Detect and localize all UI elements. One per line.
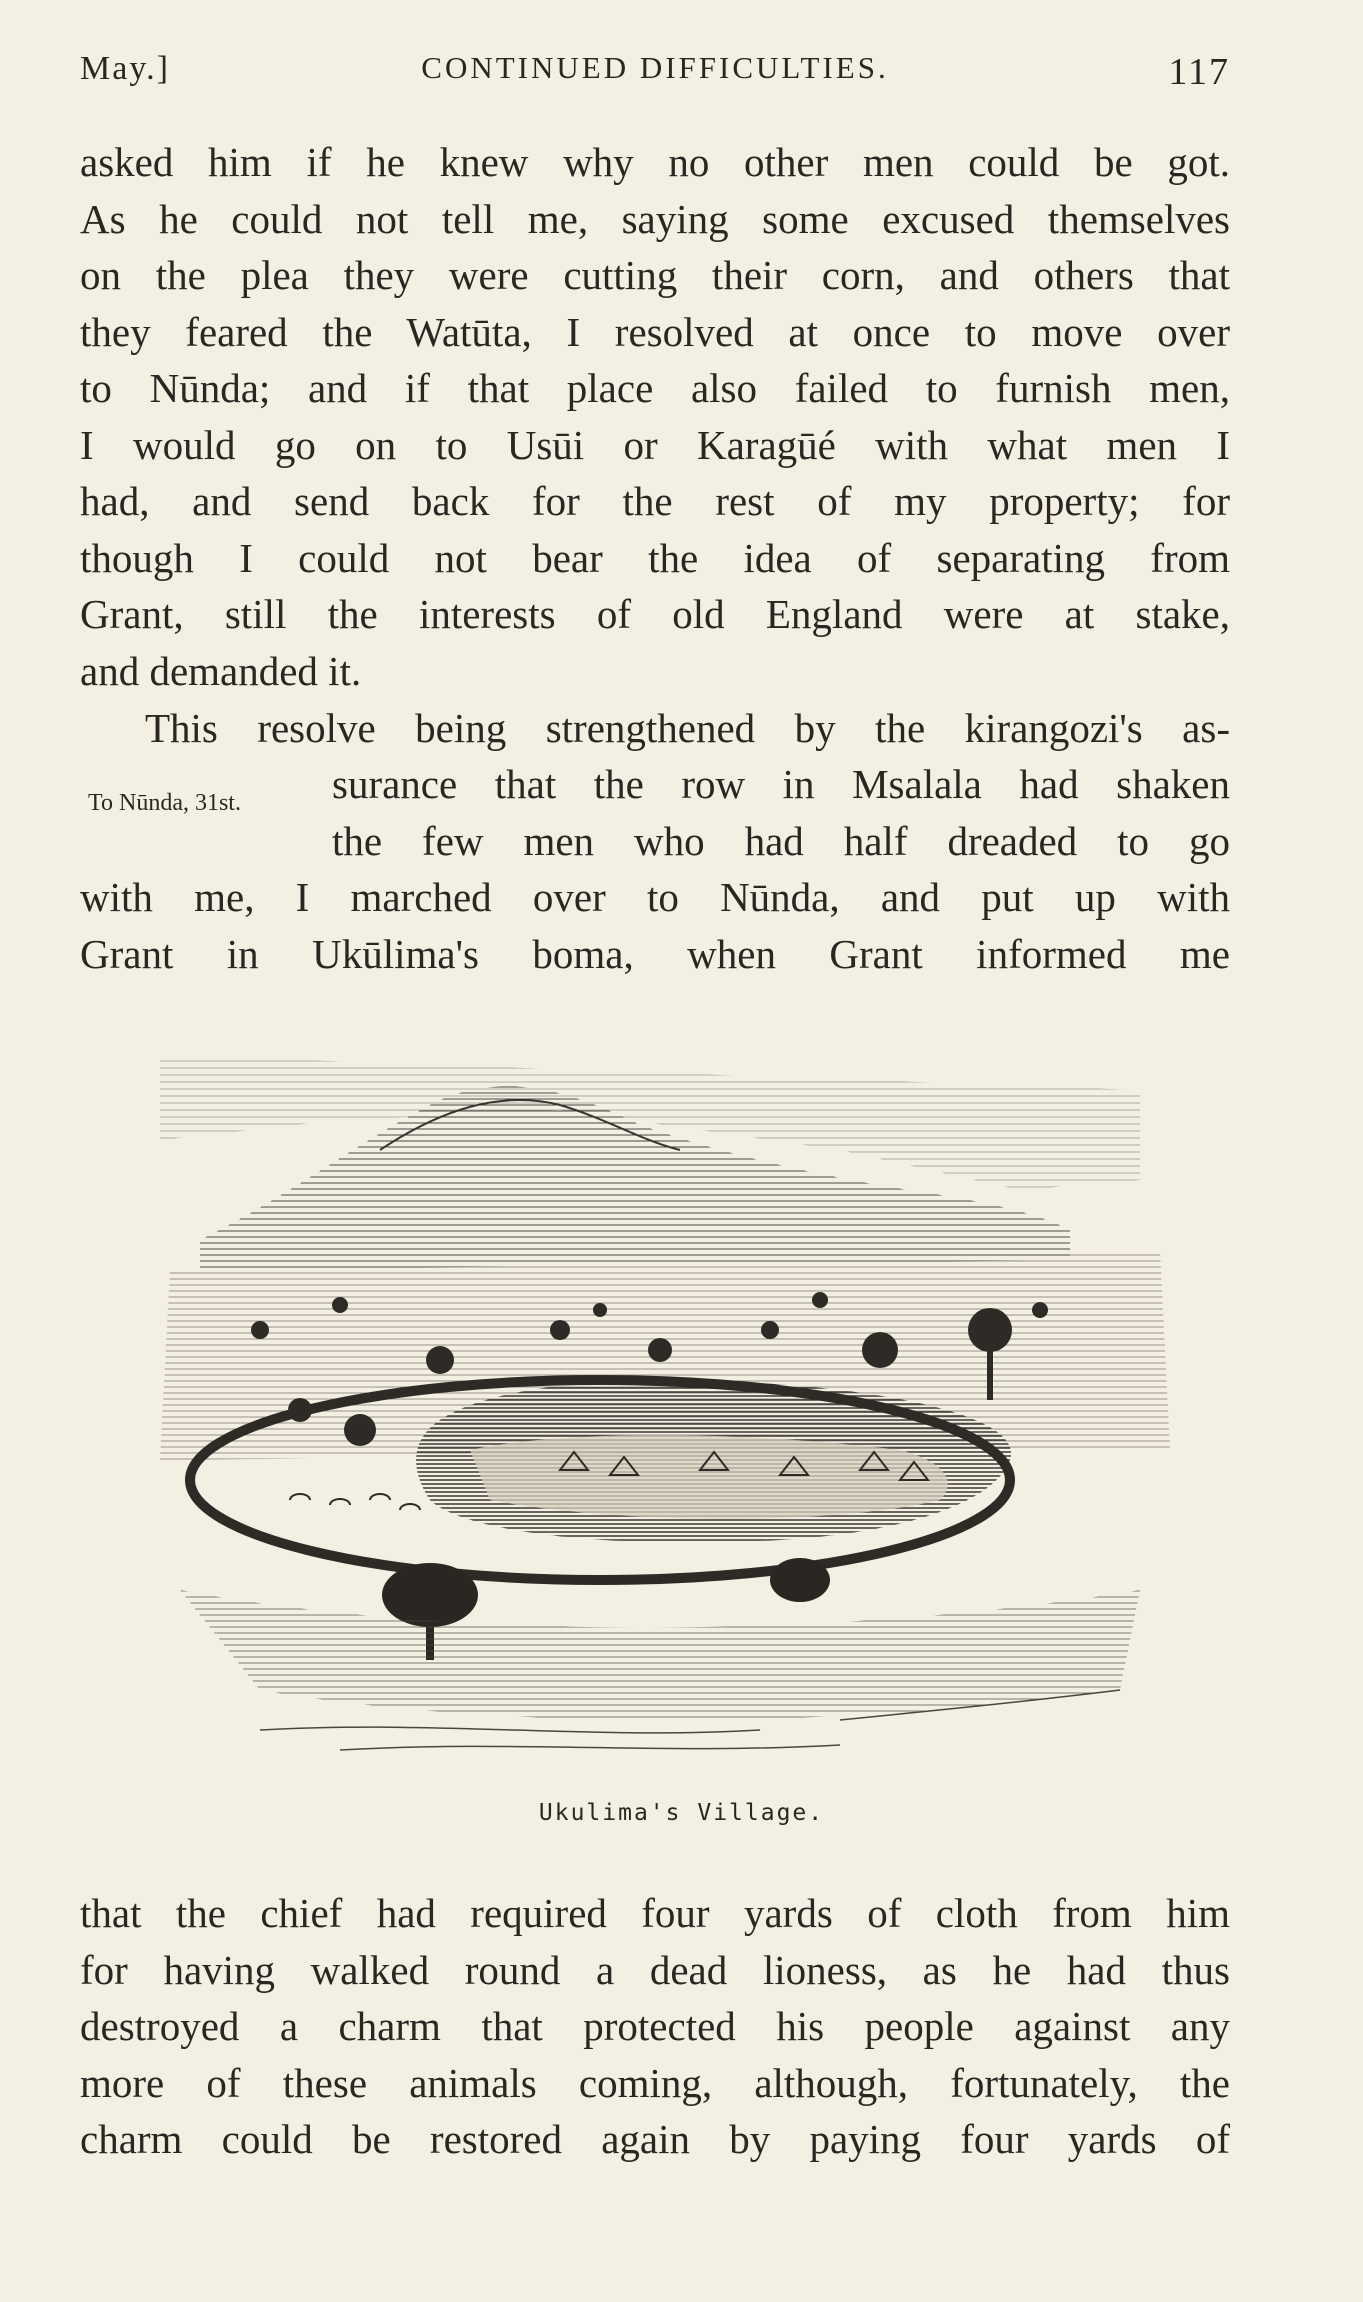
header-title: CONTINUED DIFFICULTIES.	[421, 50, 889, 85]
text-line: charm could be restored again by paying four yards of	[80, 2116, 1230, 2162]
text-line: destroyed a charm that protected his people against any	[80, 2003, 1230, 2049]
text-line: asked him if he knew why no other men could be got.	[80, 139, 1230, 185]
paragraph-2-rest	[80, 869, 1230, 982]
text-line: to Nūnda; and if that place also failed to furnish men,	[80, 365, 1230, 411]
text-line: they feared the Watūta, I resolved at once to move over	[80, 308, 1230, 355]
village-engraving	[140, 1030, 1190, 1780]
text-line: Grant in Ukūlima's boma, when Grant informed me	[80, 930, 1230, 977]
text-line: more of these animals coming, although, fortunately, the	[80, 2059, 1230, 2106]
foreground	[180, 1590, 1140, 1720]
paragraph-3	[80, 1885, 1230, 2285]
text-line: and demanded it.	[80, 647, 362, 694]
header-month: May.]	[80, 50, 170, 87]
paragraph-2-indented	[332, 756, 1230, 869]
illustration-caption: Ukulima's Village.	[538, 1800, 825, 1826]
text-line: I would go on to Usūi or Karagūé with what men I	[80, 421, 1230, 468]
text-line: surance that the row in Msalala had shaken	[332, 761, 1230, 807]
text-line: the few men who had half dreaded to go	[332, 817, 1230, 864]
text-line: though I could not bear the idea of separating from	[80, 534, 1230, 581]
paragraph-1	[80, 134, 1230, 699]
paragraph-2-first-line: This resolve being strengthened by the kirangozi's as-	[145, 705, 1230, 751]
page-number: 117	[1168, 51, 1230, 93]
text-line: that the chief had required four yards of cloth from him	[80, 1890, 1230, 1936]
text-line: Grant, still the interests of old England were at stake,	[80, 591, 1230, 637]
text-line: on the plea they were cutting their corn, and others that	[80, 252, 1230, 298]
text-line: with me, I marched over to Nūnda, and put up with	[80, 874, 1230, 920]
text-line: As he could not tell me, saying some excused themselves	[80, 195, 1230, 242]
margin-note: To Nūnda, 31st.	[88, 790, 241, 816]
text-line: for having walked round a dead lioness, as he had thus	[80, 1946, 1230, 1993]
text-line: had, and send back for the rest of my property; for	[80, 478, 1230, 524]
running-header	[80, 50, 1230, 100]
